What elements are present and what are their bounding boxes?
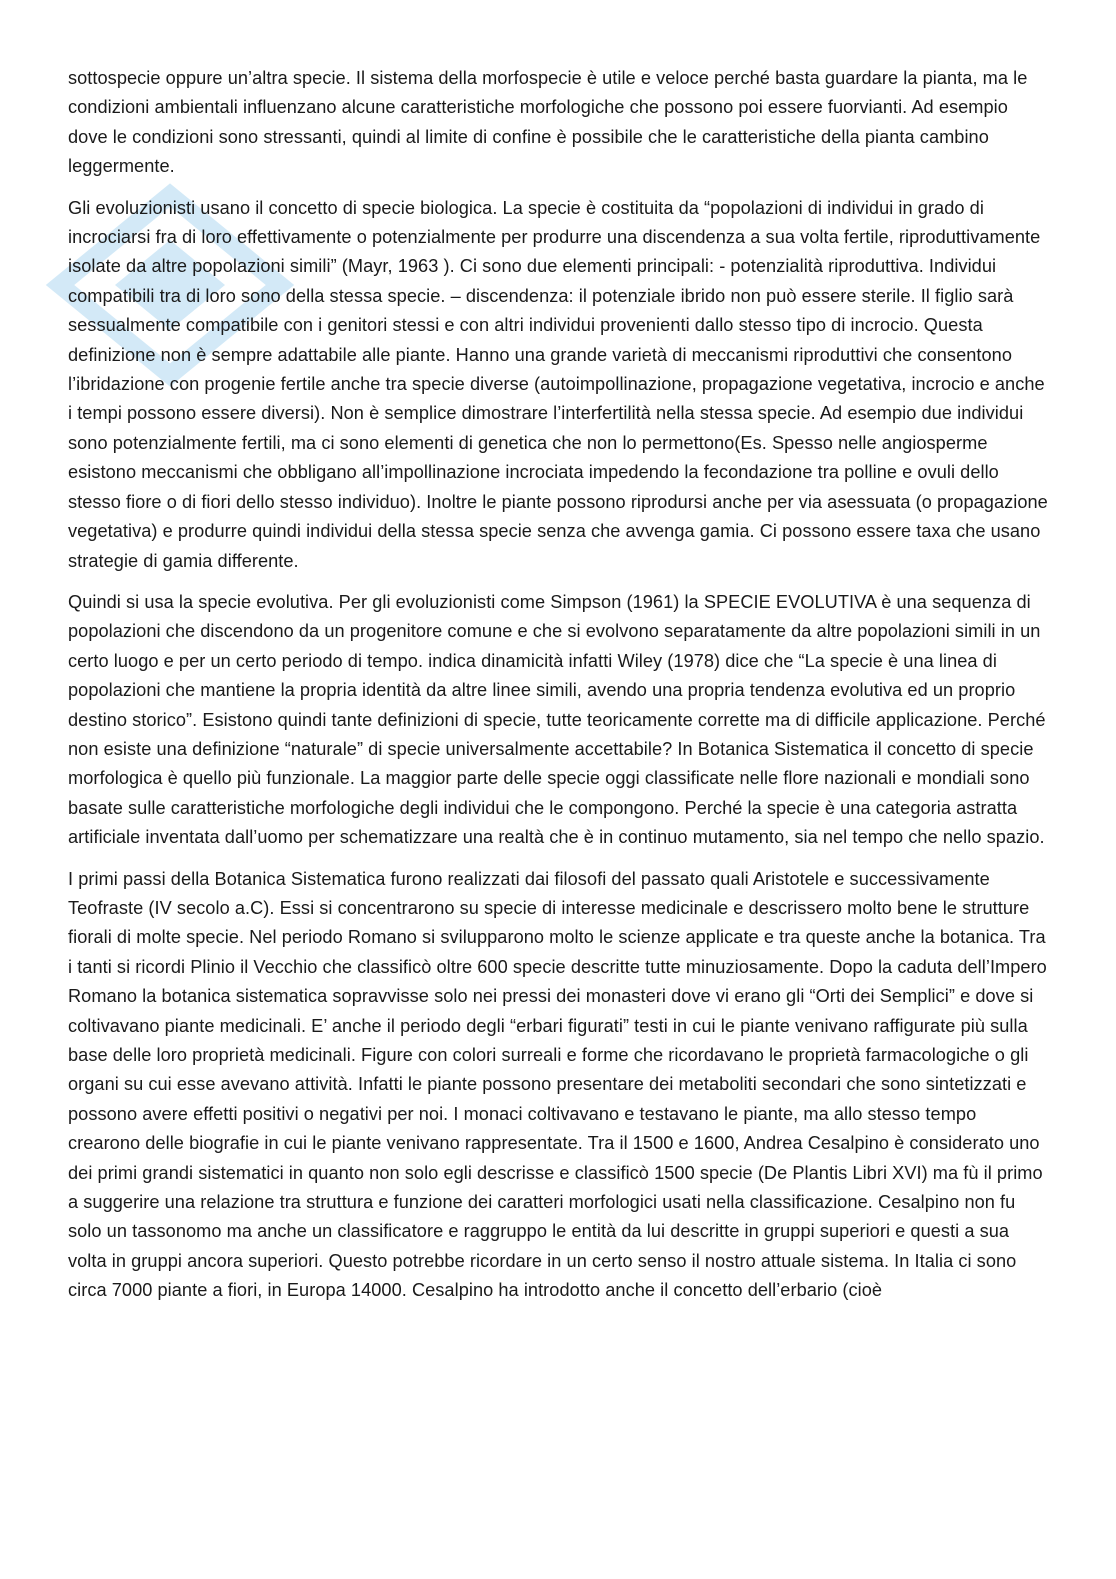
- document-body: [68, 64, 1048, 1318]
- paragraph-specie-evolutiva: Quindi si usa la specie evolutiva. Per gli evoluzionisti come Simpson (1961) la SPECIE EVOLUTIVA è una sequenza di popolazioni che discendono da un progenitore comune e che si evolvono separatamente da altre popolazioni simili in un certo luogo e per un certo periodo di tempo. indica dinamicità infatti Wiley (1978) dice che “La specie è una linea di popolazioni che mantiene la propria identità da altre linee simili, avendo una propria tendenza evolutiva ed un proprio destino storico”. Esistono quindi tante definizioni di specie, tutte teoricamente corrette ma di difficile applicazione. Perché non esiste una definizione “naturale” di specie universalmente accettabile? In Botanica Sistematica il concetto di specie morfologica è quello più funzionale. La maggior parte delle specie oggi classificate nelle flore nazionali e mondiali sono basate sulle caratteristiche morfologiche degli individui che le compongono. Perché la specie è una categoria astratta artificiale inventata dall’uomo per schematizzare una realtà che è in continuo mutamento, sia nel tempo che nello spazio.: [68, 591, 1046, 848]
- paragraph-specie-biologica: Gli evoluzionisti usano il concetto di specie biologica. La specie è costituita da “popolazioni di individui in grado di incrociarsi fra di loro effettivamente o potenzialmente per produrre una discendenza a sua volta fertile, riproduttivamente isolate da altre popolazioni simili” (Mayr, 1963 ). Ci sono due elementi principali: - potenzialità riproduttiva. Individui compatibili tra di loro sono della stessa specie. – discendenza: il potenziale ibrido non può essere sterile. Il figlio sarà sessualmente compatibile con i genitori stessi e con altri individui provenienti dallo stesso tipo di incrocio. Questa definizione non è sempre adattabile alle piante. Hanno una grande varietà di meccanismi riproduttivi che consentono l’ibridazione con progenie fertile anche tra specie diverse (autoimpollinazione, propagazione vegetativa, incrocio e anche i tempi possono essere diversi). Non è semplice dimostrare l’interfertilità nella stessa specie. Ad esempio due individui sono potenzialmente fertili, ma ci sono elementi di genetica che non lo permettono(Es. Spesso nelle angiosperme esistono meccanismi che obbligano all’impollinazione incrociata impedendo la fecondazione tra polline e ovuli dello stesso fiore o di fiori dello stesso individuo). Inoltre le piante possono riprodursi anche per via asessuata (o propagazione vegetativa) e produrre quindi individui della stessa specie senza che avvenga gamia. Ci possono essere taxa che usano strategie di gamia differente.: [68, 197, 1048, 571]
- paragraph-morfospecie: sottospecie oppure un’altra specie. Il sistema della morfospecie è utile e veloce perché basta guardare la pianta, ma le condizioni ambientali influenzano alcune caratteristiche morfologiche che possono poi essere fuorvianti. Ad esempio dove le condizioni sono stressanti, quindi al limite di confine è possibile che le caratteristiche della pianta cambino leggermente.: [68, 68, 1028, 177]
- paragraph-storia-botanica: I primi passi della Botanica Sistematica furono realizzati dai filosofi del passato quali Aristotele e successivamente Teofraste (IV secolo a.C). Essi si concentrarono su specie di interesse medicinale e descrissero molto bene le strutture fiorali di molte specie. Nel periodo Romano si svilupparono molto le scienze applicate e tra queste anche la botanica. Tra i tanti si ricordi Plinio il Vecchio che classificò oltre 600 specie descritte tutte minuziosamente. Dopo la caduta dell’Impero Romano la botanica sistematica sopravvisse solo nei pressi dei monasteri dove vi erano gli “Orti dei Semplici” e dove si coltivavano piante medicinali. E’ anche il periodo degli “erbari figurati” testi in cui le piante venivano raffigurate più sulla base delle loro proprietà medicinali. Figure con colori surreali e forme che ricordavano le proprietà farmacologiche o gli organi su cui esse avevano attività. Infatti le piante possono presentare dei metaboliti secondari che sono sintetizzati e possono avere effetti positivi o negativi per noi. I monaci coltivavano e testavano le piante, ma allo stesso tempo crearono delle biografie in cui le piante venivano rappresentate. Tra il 1500 e 1600, Andrea Cesalpino è considerato uno dei primi grandi sistematici in quanto non solo egli descrisse e classificò 1500 specie (De Plantis Libri XVI) ma fù il primo a suggerire una relazione tra struttura e funzione dei caratteri morfologici usati nella classificazione. Cesalpino non fu solo un tassonomo ma anche un classificatore e raggruppo le entità da lui descritte in gruppi superiori e questi a sua volta in gruppi ancora superiori. Questo potrebbe ricordare in un certo senso il nostro attuale sistema. In Italia ci sono circa 7000 piante a fiori, in Europa 14000. Cesalpino ha introdotto anche il concetto dell’erbario (cioè: [68, 868, 1047, 1301]
